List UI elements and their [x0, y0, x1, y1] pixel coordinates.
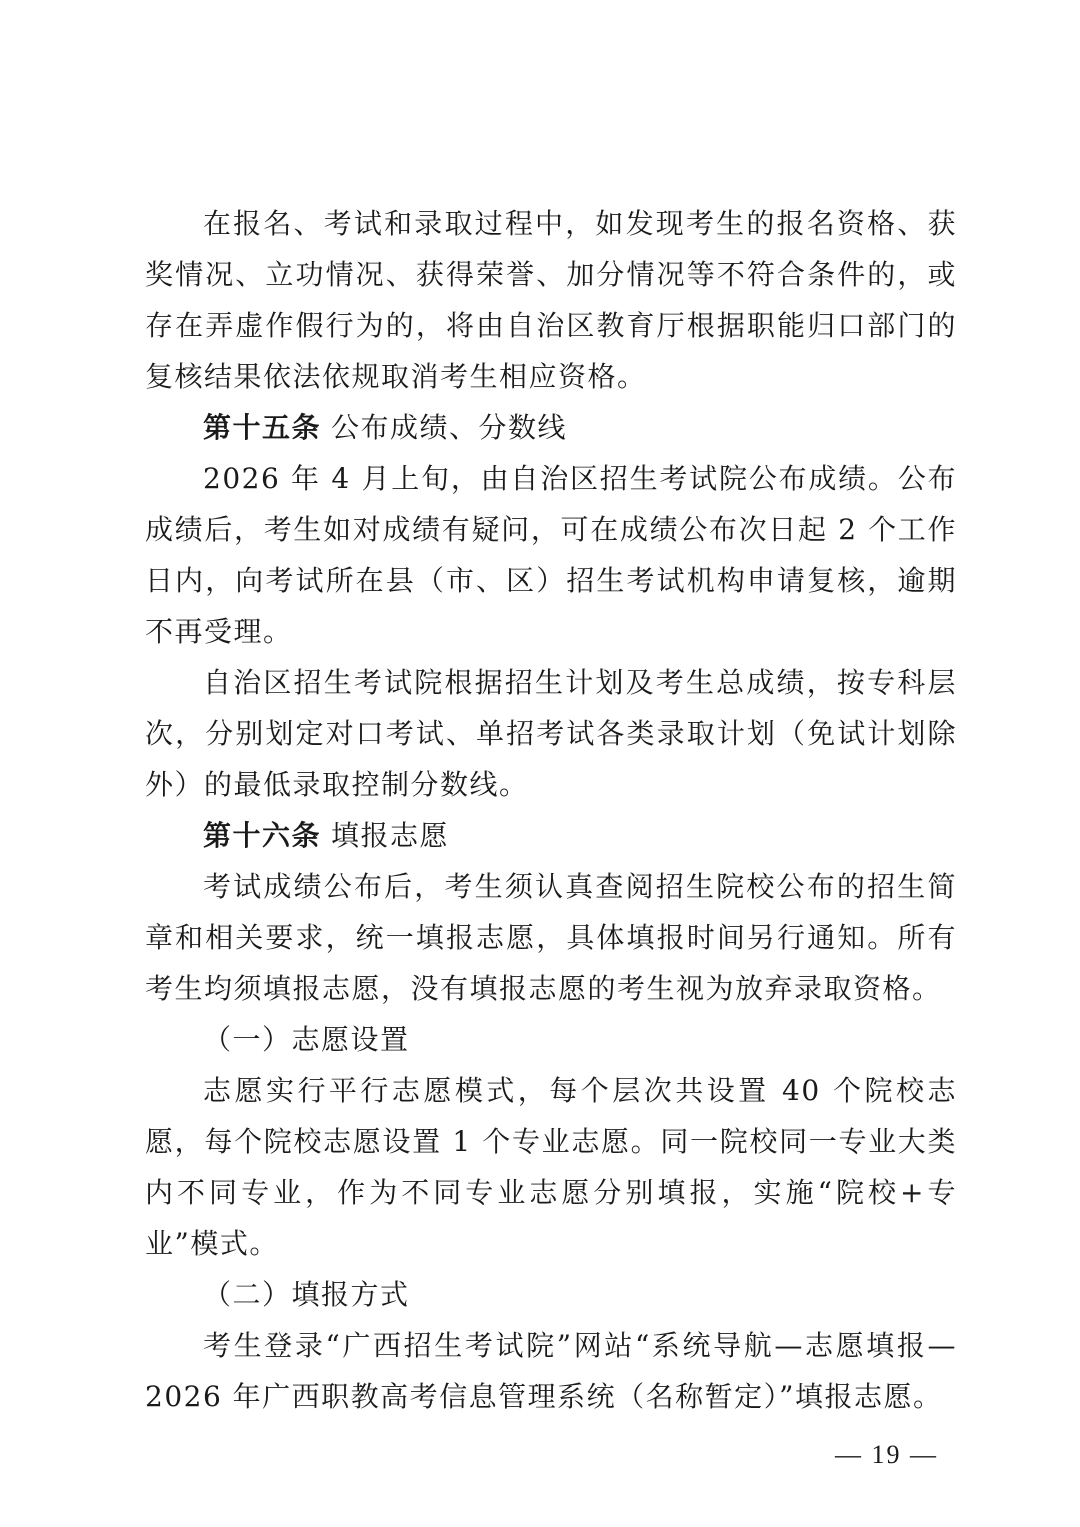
paragraph-qualification-cancel: 在报名、考试和录取过程中，如发现考生的报名资格、获奖情况、立功情况、获得荣誉、加分情况等不符合条件的，或存在弄虚作假行为的，将由自治区教育厅根据职能归口部门的复核结果依法依规取消考生相应资格。 — [145, 207, 957, 393]
subheading-application-method: （二）填报方式 — [203, 1278, 410, 1311]
article-15-number: 第十五条 — [203, 411, 322, 444]
paragraph-cutoff-score: 自治区招生考试院根据招生计划及考生总成绩，按专科层次，分别划定对口考试、单招考试各类录取计划（免试计划除外）的最低录取控制分数线。 — [145, 666, 957, 801]
article-16-heading — [145, 810, 957, 861]
paragraph-parallel-preference: 志愿实行平行志愿模式，每个层次共设置 40 个院校志愿，每个院校志愿设置 1 个专业志愿。同一院校同一专业大类内不同专业，作为不同专业志愿分别填报，实施“院校+专业”模式。 — [145, 1074, 957, 1260]
article-16-title: 填报志愿 — [331, 819, 450, 852]
paragraph-application-intro: 考试成绩公布后，考生须认真查阅招生院校公布的招生简章和相关要求，统一填报志愿，具体填报时间另行通知。所有考生均须填报志愿，没有填报志愿的考生视为放弃录取资格。 — [145, 870, 957, 1005]
document-body — [145, 198, 957, 1422]
article-15-heading — [145, 402, 957, 453]
paragraph-login-system: 考生登录“广西招生考试院”网站“系统导航—志愿填报—2026 年广西职教高考信息管理系统（名称暂定）”填报志愿。 — [145, 1329, 957, 1413]
article-15-title: 公布成绩、分数线 — [331, 411, 568, 444]
article-16-number: 第十六条 — [203, 819, 322, 852]
page-number: — 19 — — [835, 1440, 938, 1469]
subheading-preference-setup: （一）志愿设置 — [203, 1023, 410, 1056]
paragraph-score-release: 2026 年 4 月上旬，由自治区招生考试院公布成绩。公布成绩后，考生如对成绩有疑问，可在成绩公布次日起 2 个工作日内，向考试所在县（市、区）招生考试机构申请复核，逾期不再受理。 — [145, 462, 957, 648]
